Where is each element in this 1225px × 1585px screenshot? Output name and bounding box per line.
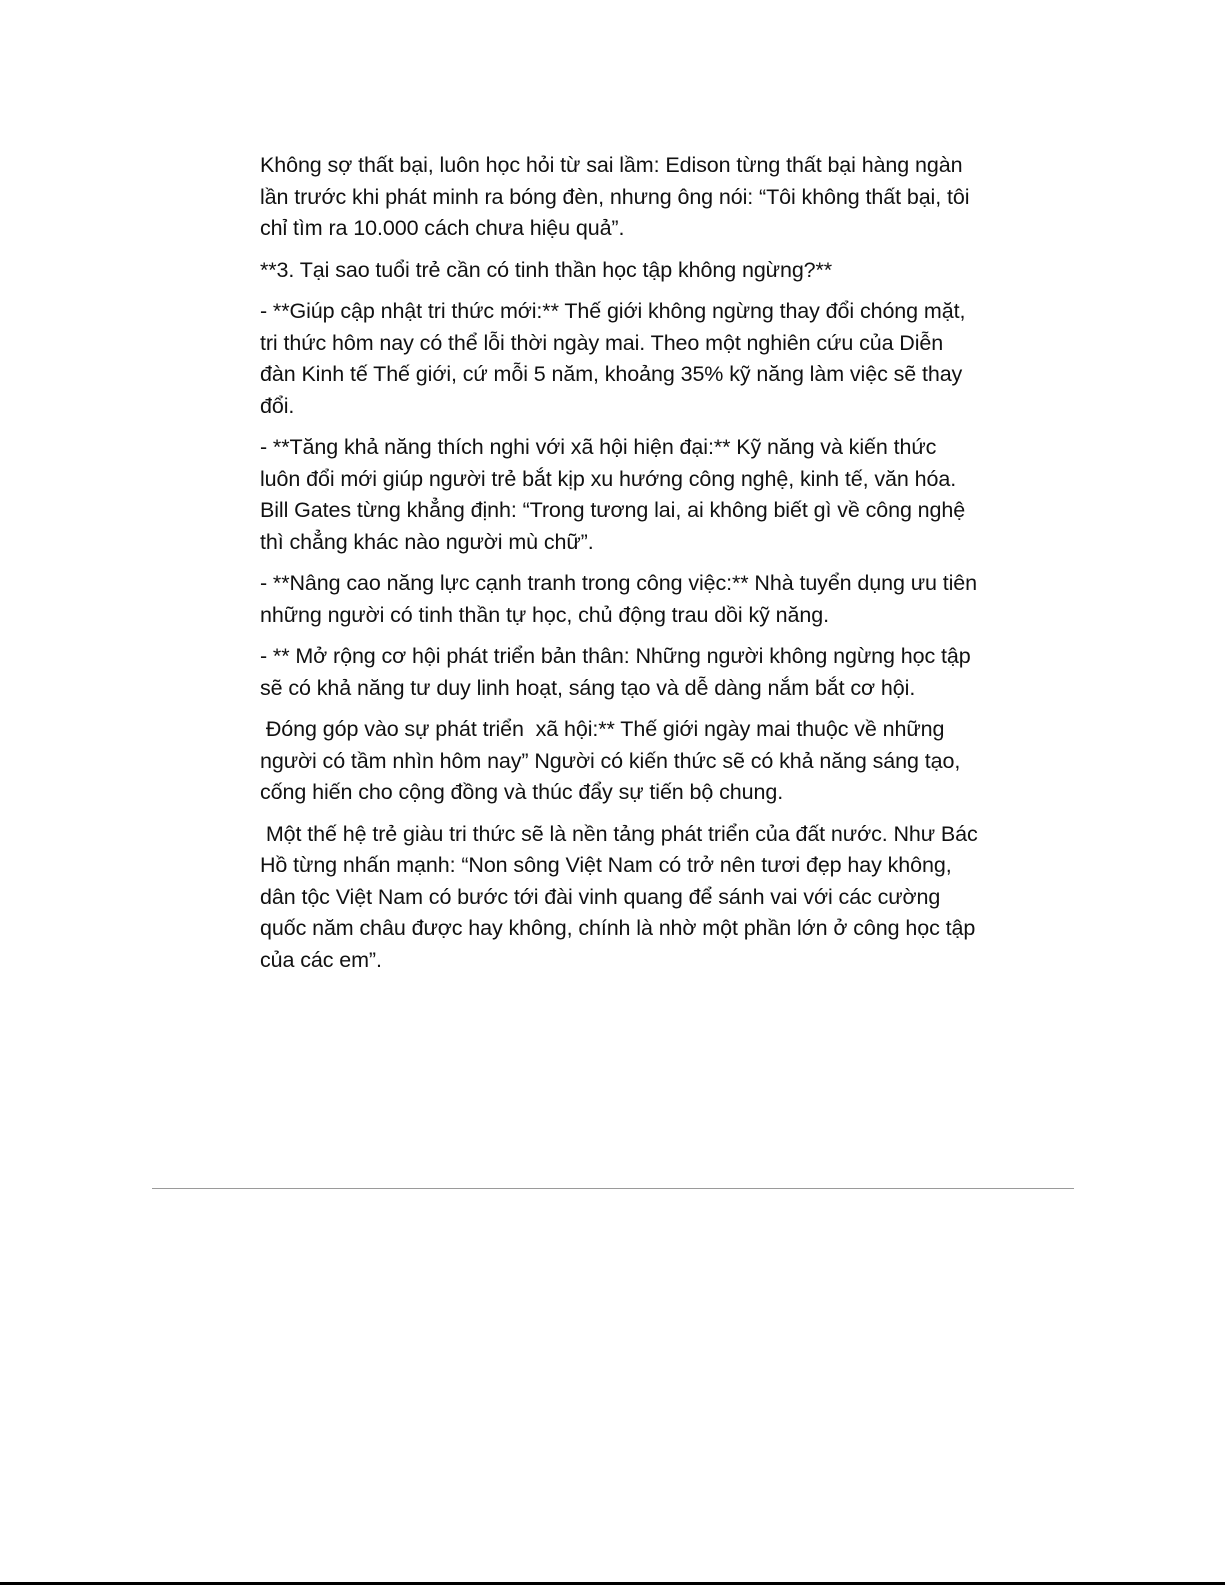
list-item-update-knowledge: - **Giúp cập nhật tri thức mới:** Thế giới không ngừng thay đổi chóng mặt, tri thức hôm nay có thể lỗi thời ngày mai. Theo một nghiên cứu của Diễn đàn Kinh tế Thế giới, cứ mỗi 5 năm, khoảng 35% kỹ năng làm việc sẽ thay đổi.: [260, 299, 972, 418]
document-body: [260, 150, 984, 986]
page-divider: [152, 1188, 1074, 1189]
section-heading: **3. Tại sao tuổi trẻ cần có tinh thần học tập không ngừng?**: [260, 257, 833, 282]
paragraph-conclusion: Một thế hệ trẻ giàu tri thức sẽ là nền tảng phát triển của đất nước. Như Bác Hồ từng nhấn mạnh: “Non sông Việt Nam có trở nên tươi đẹp hay không, dân tộc Việt Nam có bước tới đài vinh quang để sánh vai với các cường quốc năm châu được hay không, chính là nhờ một phần lớn ở công học tập của các em”.: [260, 821, 984, 972]
paragraph-edison: Không sợ thất bại, luôn học hỏi từ sai lầm: Edison từng thất bại hàng ngàn lần trước khi phát minh ra bóng đèn, nhưng ông nói: “Tôi không thất bại, tôi chỉ tìm ra 10.000 cách chưa hiệu quả”.: [260, 153, 976, 240]
list-item-competitiveness: - **Nâng cao năng lực cạnh tranh trong công việc:** Nhà tuyển dụng ưu tiên những người có tinh thần tự học, chủ động trau dồi kỹ năng.: [260, 571, 983, 627]
paragraph-social-contribution: Đóng góp vào sự phát triển xã hội:** Thế giới ngày mai thuộc về những người có tầm nhìn hôm nay” Người có kiến thức sẽ có khả năng sáng tạo, cống hiến cho cộng đồng và thúc đẩy sự tiến bộ chung.: [260, 717, 967, 804]
list-item-self-development: - ** Mở rộng cơ hội phát triển bản thân: Những người không ngừng học tập sẽ có khả năng tư duy linh hoạt, sáng tạo và dễ dàng nắm bắt cơ hội.: [260, 644, 977, 700]
list-item-adaptability: - **Tăng khả năng thích nghi với xã hội hiện đại:** Kỹ năng và kiến thức luôn đổi mới giúp người trẻ bắt kịp xu hướng công nghệ, kinh tế, văn hóa. Bill Gates từng khẳng định: “Trong tương lai, ai không biết gì về công nghệ thì chẳng khác nào người mù chữ”.: [260, 435, 971, 554]
